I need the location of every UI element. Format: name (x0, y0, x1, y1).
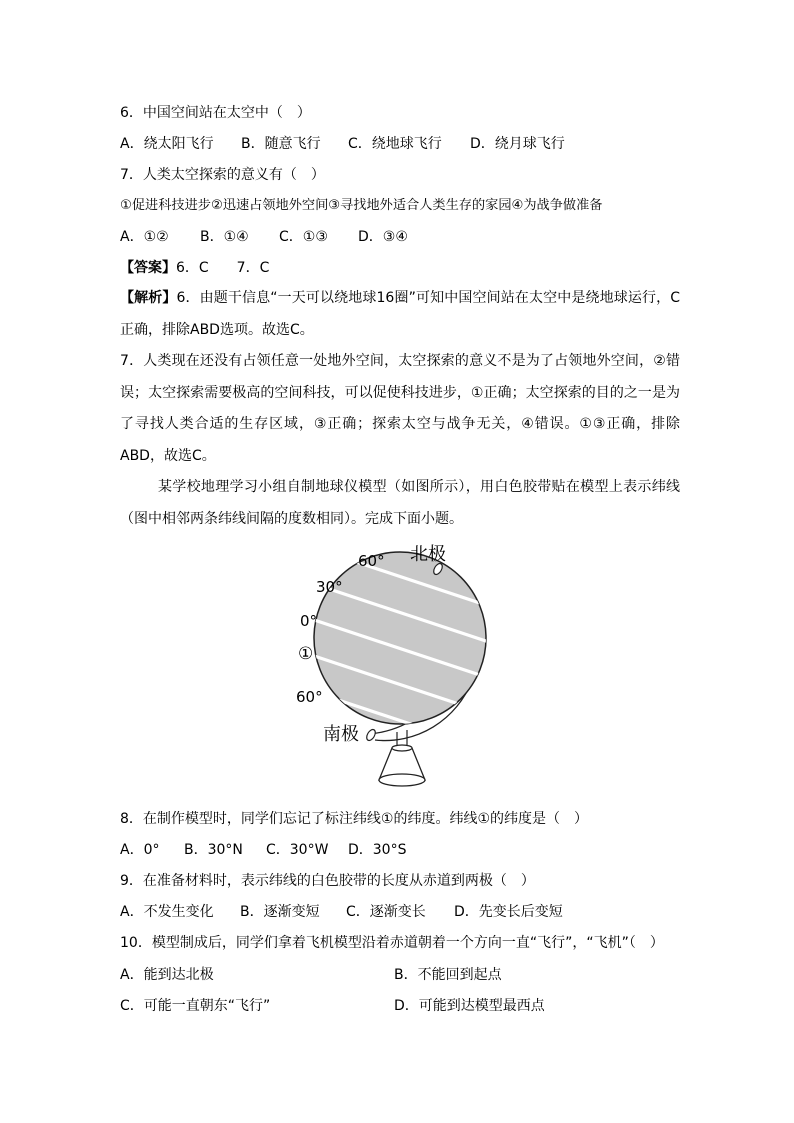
q7-option-d: D．③④ (358, 229, 408, 245)
question-7-items: ①促进科技进步②迅速占领地外空间③寻找地外适合人类生存的家园④为战争做准备 (120, 198, 603, 213)
q10-option-c: C．可能一直朝东“飞行” (120, 998, 271, 1014)
q9-option-d: D．先变长后变短 (454, 904, 563, 920)
lat-label-60-north: 60° (358, 552, 385, 570)
q7-option-a: A．①② (120, 229, 169, 245)
answer-tag: 【答案】 (120, 260, 176, 276)
q6-option-d: D．绕月球飞行 (470, 136, 565, 152)
q9-option-c: C．逐渐变长 (346, 904, 426, 920)
question-9-stem: 9．在准备材料时，表示纬线的白色胶带的长度从赤道到两极（ ） (120, 873, 535, 889)
answer-text: 6．C 7．C (176, 260, 270, 276)
south-pole-label: 南极 (323, 724, 359, 745)
q8-option-b: B．30°N (184, 842, 243, 858)
q7-option-c: C．①③ (279, 229, 328, 245)
north-pole-label: 北极 (410, 544, 446, 565)
q6-option-b: B．随意飞行 (241, 136, 321, 152)
lat-label-60-south: 60° (296, 688, 323, 706)
analysis-tag: 【解析】 (120, 290, 177, 306)
lat-label-30: 30° (316, 578, 343, 596)
question-10-stem: 10．模型制成后，同学们拿着飞机模型沿着赤道朝着一个方向一直“飞行”，“飞机”（ ） (120, 935, 664, 951)
question-6-stem: 6．中国空间站在太空中（ ） (120, 105, 311, 121)
question-7-stem: 7．人类太空探索的意义有（ ） (120, 167, 325, 183)
q6-option-a: A．绕太阳飞行 (120, 136, 214, 152)
q10-option-b: B．不能回到起点 (394, 967, 502, 983)
intro-paragraph: 某学校地理学习小组自制地球仪模型（如图所示），用白色胶带贴在模型上表示纬线（图中相邻两条纬线间隔的度数相同）。完成下面小题。 (120, 479, 680, 527)
q10-option-d: D．可能到达模型最西点 (394, 998, 545, 1014)
q7-option-b: B．①④ (200, 229, 249, 245)
analysis-q6-text: 6．由题干信息“一天可以绕地球16圈”可知中国空间站在太空中是绕地球运行，C正确，排除ABD选项。故选C。 (120, 290, 680, 338)
q8-option-c: C．30°W (266, 842, 329, 858)
answer-line (120, 258, 269, 278)
analysis-q6 (120, 283, 680, 346)
globe-figure (280, 536, 520, 822)
q10-option-a: A．能到达北极 (120, 967, 214, 983)
q8-option-d: D．30°S (348, 842, 407, 858)
q8-option-a: A．0° (120, 842, 160, 858)
q9-option-a: A．不发生变化 (120, 904, 214, 920)
analysis-q7: 7．人类现在还没有占领任意一处地外空间，太空探索的意义不是为了占领地外空间，②错误；太空探索需要极高的空间科技，可以促使科技进步，①正确；太空探索的目的之一是为了寻找人类合适的生存区域，③正确；探索太空与战争无关，④错误。①③正确，排除ABD，故选C。 (120, 353, 680, 464)
question-8-stem: 8．在制作模型时，同学们忘记了标注纬线①的纬度。纬线①的纬度是（ ） (120, 811, 589, 827)
q9-option-b: B．逐渐变短 (240, 904, 320, 920)
lat-label-0: 0° (300, 612, 318, 630)
q6-option-c: C．绕地球飞行 (348, 136, 442, 152)
lat-label-1: ① (298, 644, 314, 664)
